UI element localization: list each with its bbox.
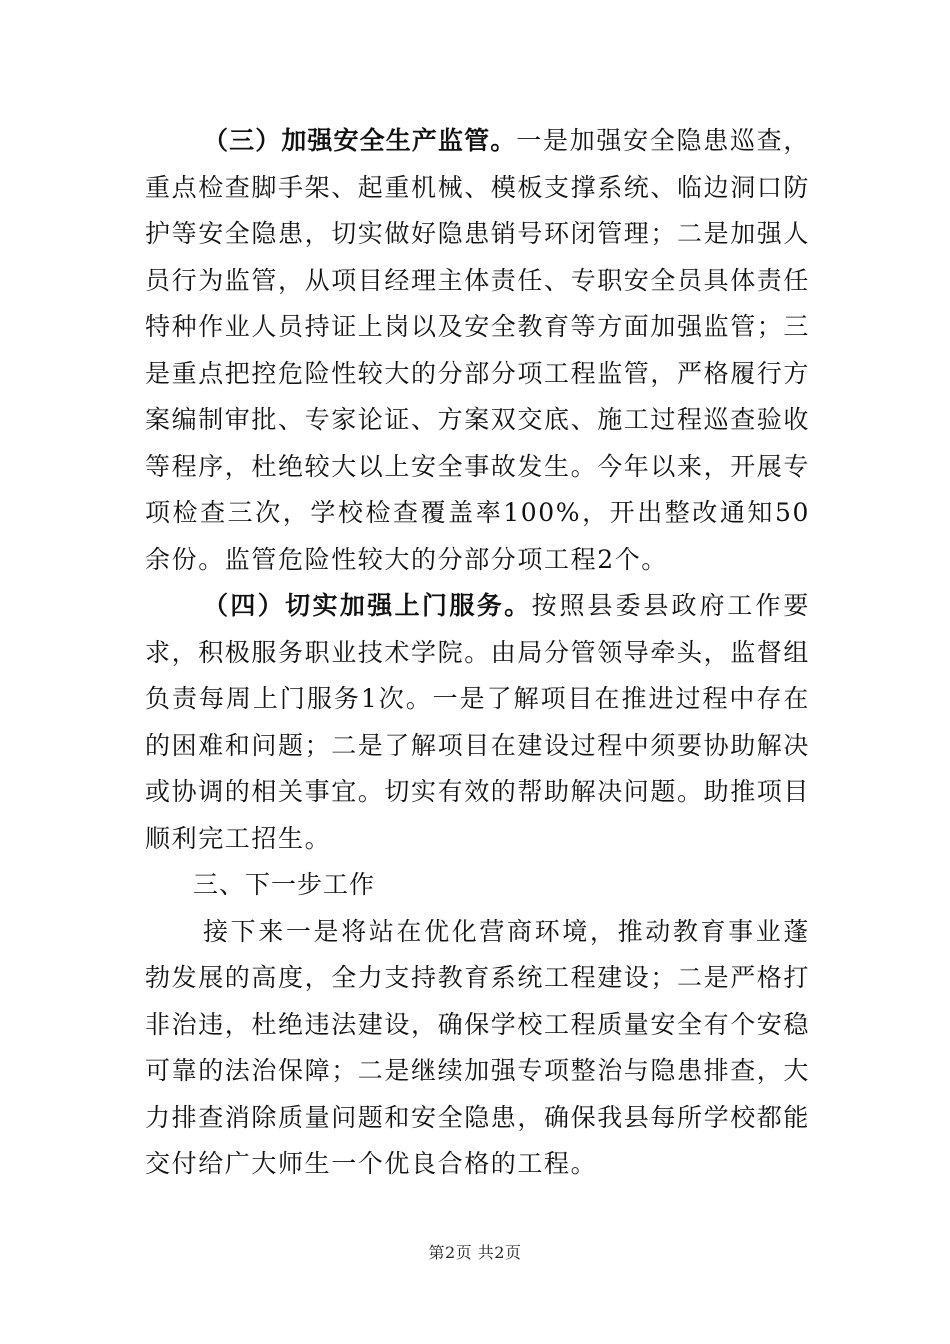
paragraph-heading: （三）加强安全生产监管。 xyxy=(203,126,517,155)
paragraph-safety-supervision xyxy=(145,118,810,583)
paragraph-next-steps: 接下来一是将站在优化营商环境，推动教育事业蓬勃发展的高度，全力支持教育系统工程建设；二是严格打非治违，杜绝违法建设，确保学校工程质量安全有个安稳可靠的法治保障；二是继续加强专项整治与隐患排查，大力排查消除质量问题和安全隐患，确保我县每所学校都能交付给广大师生一个优良合格的工程。 xyxy=(145,916,811,1178)
paragraph-text: 一是加强安全隐患巡查，重点检查脚手架、起重机械、模板支撑系统、临边洞口防护等安全隐患，切实做好隐患销号环闭管理；二是加强人员行为监管，从项目经理主体责任、专职安全员具体责任特种作业人员持证上岗以及安全教育等方面加强监管；三是重点把控危险性较大的分部分项工程监管，严格履行方案编制审批、专家论证、方案双交底、施工过程巡查验收等程序，杜绝较大以上安全事故发生。今年以来，开展专项检查三次，学校检查覆盖率100%，开出整改通知50余份。监管危险性较大的分部分项工程2个。 xyxy=(145,126,811,574)
paragraph-heading: （四）切实加强上门服务。 xyxy=(203,591,532,620)
page-number-footer: 第2页 共2页 xyxy=(428,1243,522,1262)
section-title: 三、下一步工作 xyxy=(193,870,376,899)
paragraph-onsite-service xyxy=(145,583,810,862)
document-body xyxy=(145,118,810,1188)
paragraph-text: 按照县委县政府工作要求，积极服务职业技术学院。由局分管领导牵头，监督组负责每周上门服务1次。一是了解项目在推进过程中存在的困难和问题；二是了解项目在建设过程中须要协助解决或协调的相关事宜。切实有效的帮助解决问题。助推项目顺利完工招生。 xyxy=(145,591,811,853)
